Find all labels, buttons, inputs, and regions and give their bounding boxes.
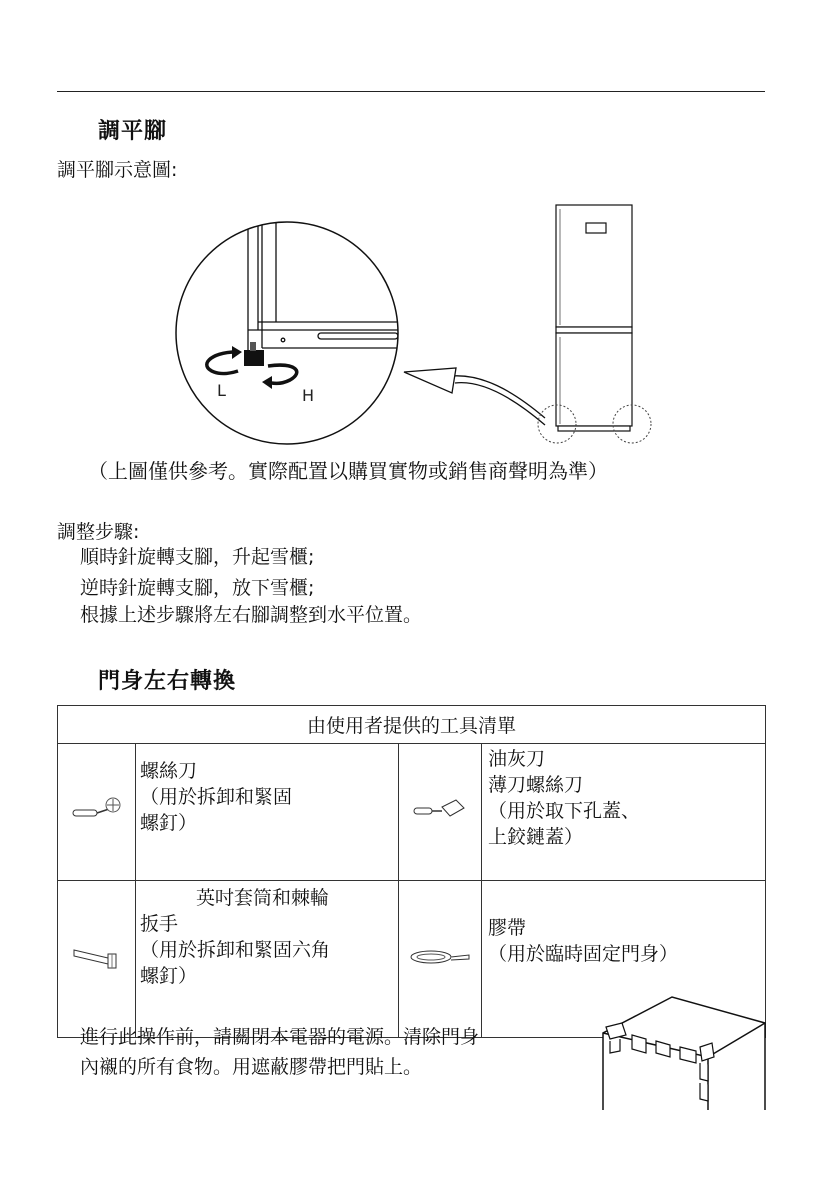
socket-wrench-icon-cell: [58, 881, 136, 1038]
screwdriver-icon: [71, 795, 123, 825]
instruction-line-2: 內襯的所有食物。用遮蔽膠帶把門貼上。: [80, 1056, 423, 1078]
tape-icon-cell: [399, 881, 482, 1038]
tools-table-header: 由使用者提供的工具清單: [58, 706, 766, 744]
socket-wrench-icon: [72, 944, 122, 970]
tool2-line1: 油灰刀: [488, 748, 546, 770]
reference-note: （上圖僅供參考。實際配置以購買實物或銷售商聲明為準）: [88, 459, 608, 483]
step-1: 順時針旋轉支腳，升起雪櫃;: [80, 546, 315, 568]
putty-knife-icon: [412, 796, 468, 824]
tool3-line1: 英吋套筒和棘輪: [196, 887, 330, 909]
diagram-caption: 調平腳示意圖:: [57, 159, 178, 181]
label-h: H: [302, 386, 315, 405]
tool3-line3: （用於拆卸和緊固六角: [140, 939, 331, 961]
tool-screwdriver: [136, 744, 399, 881]
tool1-line3: 螺釘）: [140, 812, 198, 834]
tool2-line3: （用於取下孔蓋、: [488, 800, 641, 822]
section-title-leveling-feet: 調平腳: [98, 119, 168, 144]
screwdriver-icon-cell: [58, 744, 136, 881]
leveling-feet-diagram: [0, 0, 822, 460]
tool-putty-knife: [482, 744, 766, 881]
putty-knife-icon-cell: [399, 744, 482, 881]
step-2: 逆時針旋轉支腳，放下雪櫃;: [80, 577, 315, 599]
taped-door-illustration: [600, 995, 770, 1115]
tape-icon: [409, 946, 471, 968]
steps-title: 調整步驟:: [57, 521, 140, 543]
section-title-door-reversal: 門身左右轉換: [98, 669, 237, 694]
label-l: L: [217, 381, 226, 400]
tool3-line2: 扳手: [140, 913, 179, 935]
step-3: 根據上述步驟將左右腳調整到水平位置。: [80, 604, 423, 626]
tool3-line4: 螺釘）: [140, 965, 198, 987]
tool4-line2: （用於臨時固定門身）: [488, 943, 679, 965]
tool1-line2: （用於拆卸和緊固: [140, 786, 293, 808]
instruction-line-1: 進行此操作前，請關閉本電器的電源。清除門身: [80, 1026, 480, 1048]
tool1-line1: 螺絲刀: [140, 760, 198, 782]
tools-table: [57, 705, 766, 1038]
tool2-line2: 薄刀螺絲刀: [488, 774, 584, 796]
tool2-line4: 上鉸鏈蓋）: [488, 826, 584, 848]
tool-socket-wrench: [136, 881, 399, 1038]
tool4-line1: 膠帶: [488, 917, 527, 939]
